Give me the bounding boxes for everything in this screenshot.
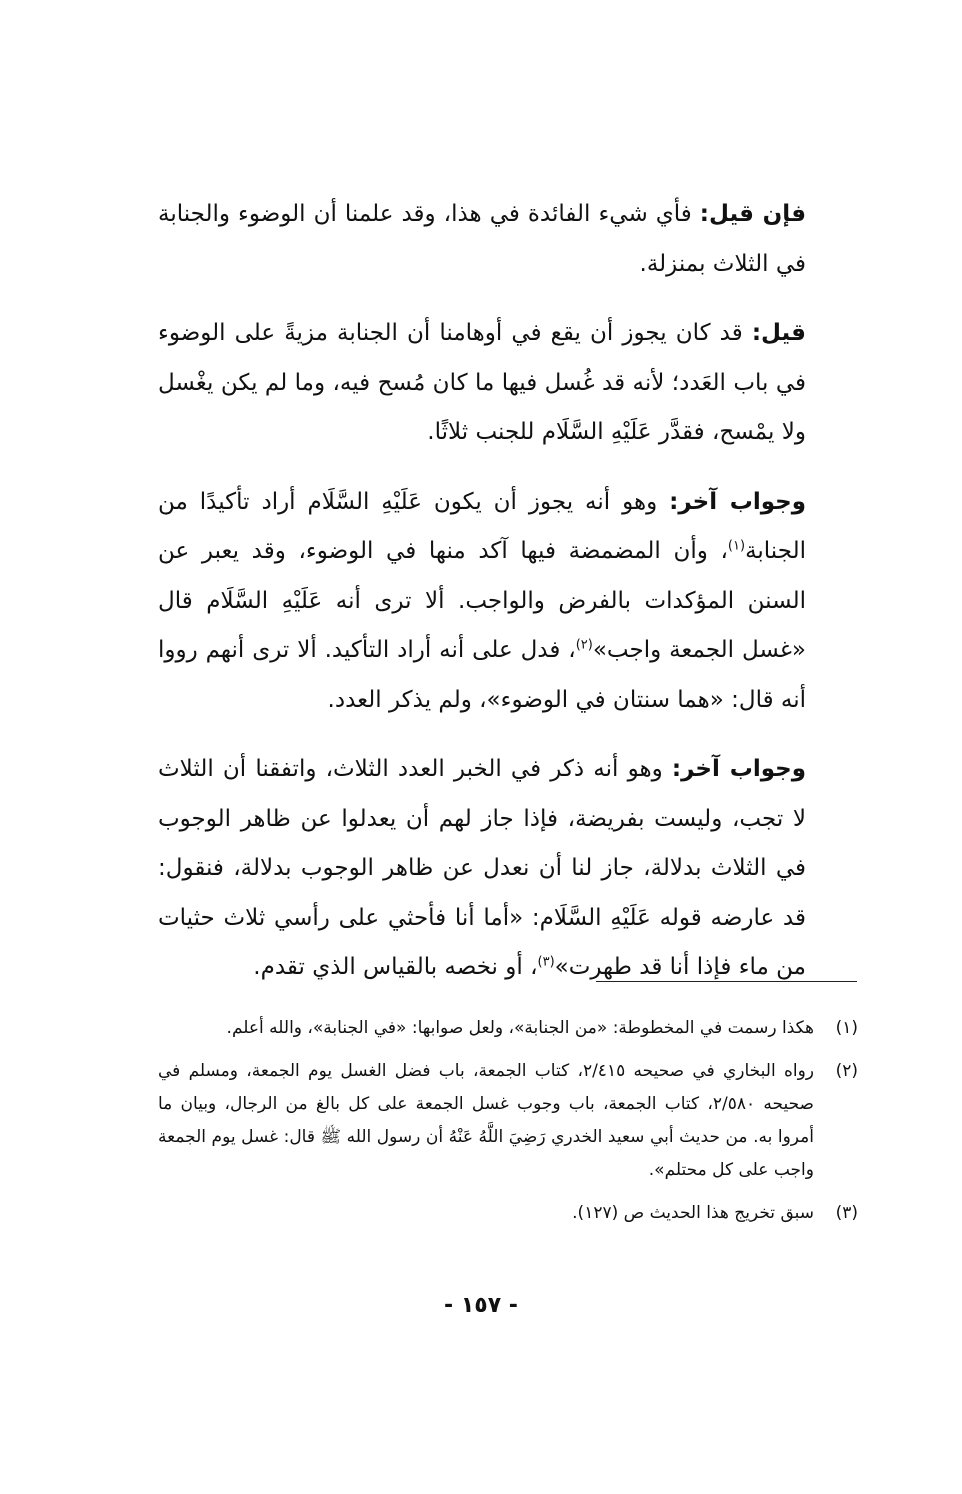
- page-number: - ١٥٧ -: [444, 1293, 518, 1318]
- paragraph-text: قد كان يجوز أن يقع في أوهامنا أن الجنابة مزيةً على الوضوء في باب العَدد؛ لأنه قد غُسل فيها ما كان مُسح فيه، وما لم يكن يغْسل ولا يمْسح، فقدَّر عَلَيْهِ السَّلَام للجنب ثلاثًا.: [158, 320, 806, 445]
- footnotes: [158, 1012, 858, 1240]
- paragraph-lead: وجواب آخر:: [671, 756, 806, 782]
- paragraph-lead: قيل:: [751, 320, 806, 346]
- paragraph-text: وهو أنه ذكر في الخبر العدد الثلاث، واتفقنا أن الثلاث لا تجب، وليست بفريضة، فإذا جاز لهم أن يعدلوا عن ظاهر الوجوب في الثلاث بدلالة، جاز لنا أن نعدل عن ظاهر الوجوب بدلالة، فنقول: قد عارضه قوله عَلَيْهِ السَّلَام: «أما أنا فأحثي على رأسي ثلاث حثيات من ماء فإذا أنا قد طهرت»: [158, 756, 806, 980]
- paragraph-lead: فإن قيل:: [699, 201, 806, 227]
- footnote-3: [158, 1197, 858, 1230]
- paragraph-1: [158, 190, 806, 289]
- paragraph-text: فأي شيء الفائدة في هذا، وقد علمنا أن الوضوء والجنابة في الثلاث بمنزلة.: [158, 201, 806, 277]
- paragraph-4: [158, 745, 806, 993]
- paragraph-text: ، فدل على أنه أراد التأكيد. ألا ترى أنهم رووا أنه قال: «هما سنتان في الوضوء»، ولم يذكر العدد.: [158, 637, 806, 713]
- paragraph-lead: وجواب آخر:: [669, 488, 807, 515]
- paragraph-3: [158, 478, 806, 726]
- footnote-separator: [596, 981, 857, 982]
- paragraph-2: [158, 309, 806, 458]
- footnote-ref-3[interactable]: (٣): [537, 954, 555, 970]
- footnote-number: (٢): [835, 1061, 858, 1081]
- footnote-2: [158, 1055, 858, 1187]
- footnote-number: (١): [835, 1018, 858, 1038]
- footnote-ref-2[interactable]: (٢): [575, 637, 593, 653]
- footnote-text: سبق تخريج هذا الحديث ص (١٢٧).: [572, 1203, 814, 1223]
- main-text: [158, 190, 806, 1013]
- paragraph-text: وهو أنه يجوز أن يكون عَلَيْهِ السَّلَام أراد تأكيدًا من الجنابة: [158, 488, 806, 564]
- footnote-text: رواه البخاري في صحيحه ٢/٤١٥، كتاب الجمعة، باب فضل الغسل يوم الجمعة، ومسلم في صحيحه ٢/٥٨٠، كتاب الجمعة، باب وجوب غسل الجمعة على كل بالغ من الرجال، وبيان ما أمروا به. من حديث أبي سعيد الخدري رَضِيَ اللَّهُ عَنْهُ أن رسول الله ﷺ قال: غسل يوم الجمعة واجب على كل محتلم».: [158, 1061, 814, 1180]
- footnote-text: هكذا رسمت في المخطوطة: «من الجنابة»، ولعل صوابها: «في الجنابة»، والله أعلم.: [226, 1018, 814, 1038]
- paragraph-text: ، وأن المضمضة فيها آكد منها في الوضوء، وقد يعبر عن السنن المؤكدات بالفرض والواجب. ألا ترى أنه عَلَيْهِ السَّلَام قال «غسل الجمعة واجب»: [158, 538, 806, 663]
- footnote-ref-1[interactable]: (١): [727, 538, 746, 554]
- footnote-1: [158, 1012, 858, 1045]
- footnote-number: (٣): [835, 1203, 858, 1223]
- paragraph-text: ، أو نخصه بالقياس الذي تقدم.: [253, 954, 538, 980]
